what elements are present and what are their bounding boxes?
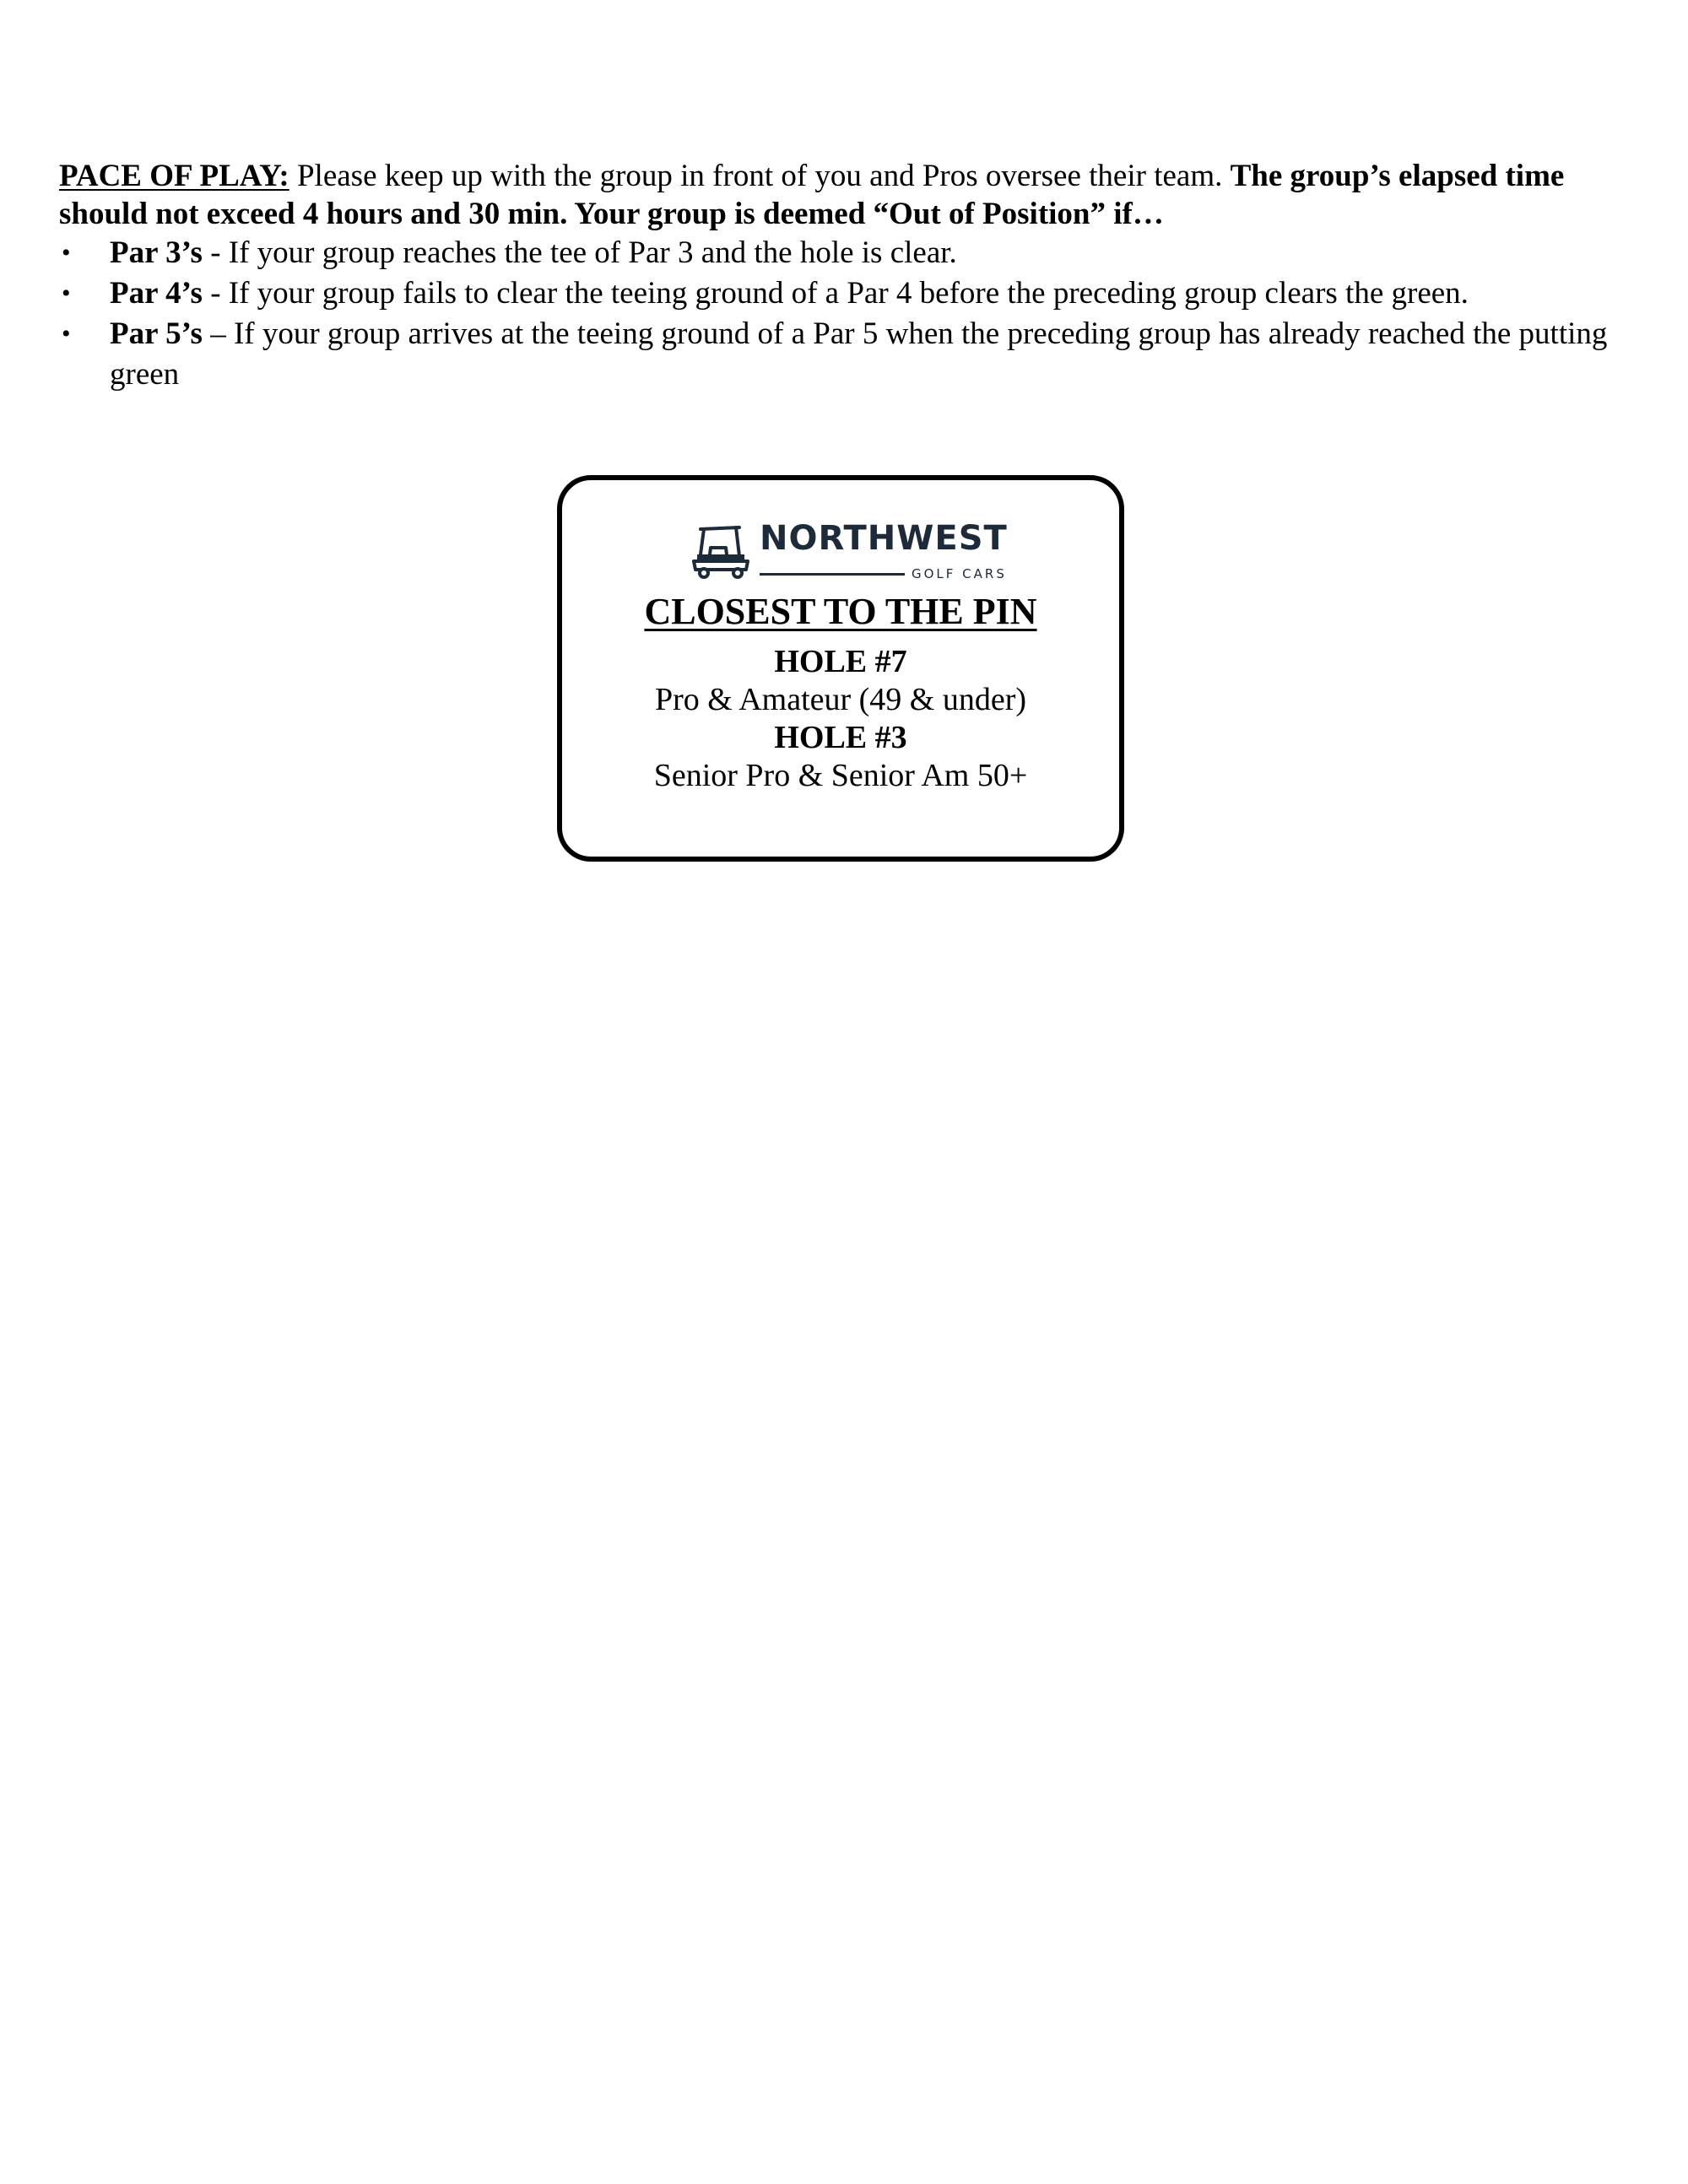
bullet-icon: •: [62, 320, 71, 348]
logo-subtitle: GOLF CARS: [912, 566, 1007, 581]
pace-of-play-label: PACE OF PLAY:: [59, 159, 289, 193]
pace-rule-par-5: [59, 314, 1629, 395]
pace-rule-term: Par 5’s: [110, 316, 203, 351]
logo-wordmark: NORTHWEST: [760, 519, 1008, 558]
pace-rules-list: [59, 233, 1629, 395]
pace-rule-term: Par 4’s: [110, 276, 203, 311]
bullet-icon: •: [62, 279, 71, 307]
hole-division: Pro & Amateur (49 & under): [654, 682, 1027, 717]
pace-rule-text: - If your group reaches the tee of Par 3 and the hole is clear.: [202, 235, 957, 270]
hole-number: HOLE #7: [774, 644, 907, 679]
pace-of-play-limit-statement: The group’s elapsed time should not exceed 4 hours and 30 min. Your group is deemed “Out of Position” if…: [59, 159, 1565, 231]
pace-rule-term: Par 3’s: [110, 235, 203, 270]
logo-divider: [760, 573, 905, 576]
hole-number: HOLE #3: [774, 720, 907, 755]
closest-to-pin-card: [557, 475, 1124, 862]
pace-of-play-section: [59, 157, 1629, 395]
pace-rule-par-4: [59, 273, 1629, 314]
pace-rule-text: - If your group fails to clear the teeing ground of a Par 4 before the preceding group clears the green.: [202, 276, 1469, 311]
bullet-icon: •: [62, 239, 71, 267]
northwest-golf-cars-logo: [689, 519, 1009, 583]
golf-cart-icon: [689, 522, 753, 581]
hole-list: [562, 643, 1119, 795]
pace-rule-par-3: [59, 233, 1629, 273]
pace-of-play-paragraph: [59, 157, 1629, 233]
pace-of-play-intro: Please keep up with the group in front of you and Pros oversee their team.: [289, 159, 1231, 193]
closest-to-pin-title: CLOSEST TO THE PIN: [644, 591, 1037, 632]
pace-rule-text: – If your group arrives at the teeing ground of a Par 5 when the preceding group has already reached the putting green: [110, 316, 1608, 392]
hole-division: Senior Pro & Senior Am 50+: [653, 758, 1028, 793]
